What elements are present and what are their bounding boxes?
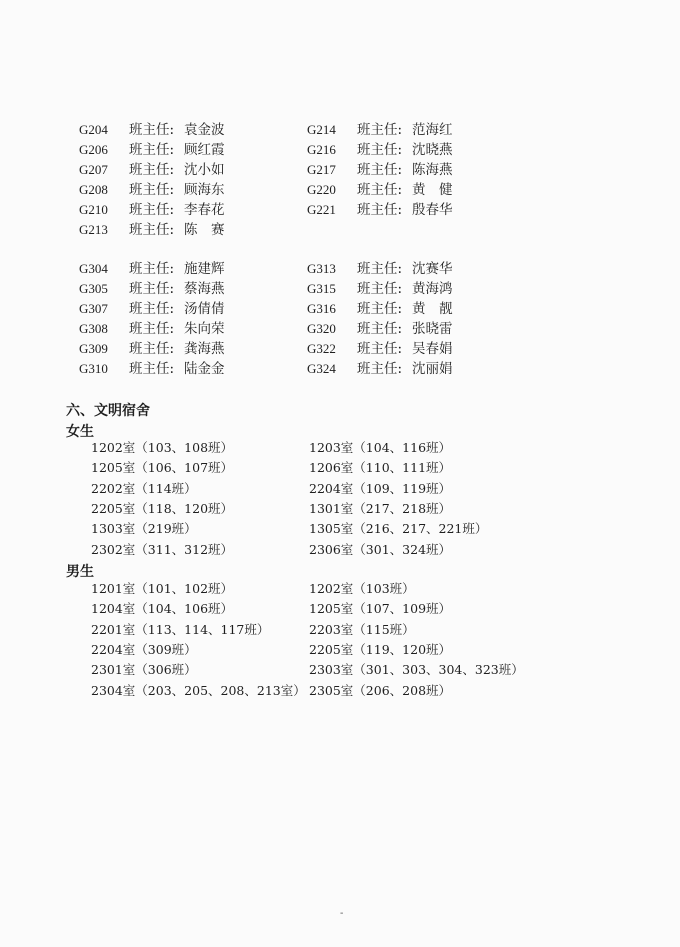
class-code: G313: [307, 261, 336, 276]
role-label: 班主任:: [357, 321, 403, 337]
teacher-name: 陆金金: [184, 361, 225, 377]
class-code: G206: [79, 142, 108, 157]
class-code: G320: [307, 321, 336, 336]
teacher-row: [307, 140, 453, 160]
teacher-row: [79, 200, 225, 220]
teacher-row: [307, 160, 453, 180]
class-code: G221: [307, 202, 336, 217]
role-label: 班主任:: [129, 202, 175, 218]
teacher-name: 黄海鸿: [412, 281, 453, 297]
teacher-name: 陈海燕: [412, 162, 453, 178]
class-code: G310: [79, 361, 108, 376]
footer-mark: -: [340, 908, 344, 919]
dorm-entry: 1205室（107、109班）: [309, 601, 452, 616]
teacher-name: 黄 靓: [412, 301, 453, 317]
dorm-entry: 2204室（309班）: [91, 642, 197, 657]
dorm-entry: 1203室（104、116班）: [309, 440, 452, 455]
role-label: 班主任:: [129, 341, 175, 357]
role-label: 班主任:: [357, 142, 403, 158]
teacher-row: [307, 180, 453, 200]
dorm-entry: 2202室（114班）: [91, 481, 197, 496]
section-title: 六、文明宿舍: [66, 403, 150, 419]
dorm-entry: 1204室（104、106班）: [91, 601, 234, 616]
class-code: G217: [307, 162, 336, 177]
class-code: G324: [307, 361, 336, 376]
teacher-row: [307, 200, 453, 220]
teacher-row: [79, 299, 225, 319]
class-code: G309: [79, 341, 108, 356]
role-label: 班主任:: [129, 361, 175, 377]
teacher-name: 沈丽娟: [412, 361, 453, 377]
dorm-entry: 2303室（301、303、304、323班）: [309, 662, 524, 677]
dorm-entry: 2301室（306班）: [91, 662, 197, 677]
teacher-name: 范海红: [412, 122, 453, 138]
role-label: 班主任:: [129, 182, 175, 198]
female-heading: 女生: [66, 424, 94, 440]
role-label: 班主任:: [357, 122, 403, 138]
dorm-entry: 1202室（103班）: [309, 581, 415, 596]
teacher-row: [79, 120, 225, 140]
teacher-row: [307, 279, 453, 299]
teacher-name: 施建辉: [184, 261, 225, 277]
class-code: G214: [307, 122, 336, 137]
teacher-row: [79, 160, 225, 180]
teacher-row: [79, 279, 225, 299]
dorm-entry: 2205室（119、120班）: [309, 642, 452, 657]
teacher-name: 袁金波: [184, 122, 225, 138]
teacher-row: [79, 180, 225, 200]
role-label: 班主任:: [129, 321, 175, 337]
class-code: G216: [307, 142, 336, 157]
dorm-entry: 2203室（115班）: [309, 622, 415, 637]
role-label: 班主任:: [129, 162, 175, 178]
class-code: G208: [79, 182, 108, 197]
class-code: G315: [307, 281, 336, 296]
dorm-entry: 2204室（109、119班）: [309, 481, 452, 496]
dorm-entry: 2302室（311、312班）: [91, 542, 234, 557]
dorm-entry: 1202室（103、108班）: [91, 440, 234, 455]
role-label: 班主任:: [129, 122, 175, 138]
role-label: 班主任:: [129, 281, 175, 297]
dorm-entry: 2305室（206、208班）: [309, 683, 452, 698]
role-label: 班主任:: [357, 261, 403, 277]
dorm-entry: 2205室（118、120班）: [91, 501, 234, 516]
role-label: 班主任:: [357, 341, 403, 357]
dorm-entry: 2201室（113、114、117班）: [91, 622, 270, 637]
teacher-name: 朱向荣: [184, 321, 225, 337]
teacher-name: 陈 赛: [184, 222, 225, 238]
teacher-row: [79, 359, 225, 379]
dorm-entry: 1201室（101、102班）: [91, 581, 234, 596]
dorm-entry: 2304室（203、205、208、213室）: [91, 683, 306, 698]
role-label: 班主任:: [357, 301, 403, 317]
teacher-row: [79, 319, 225, 339]
class-code: G322: [307, 341, 336, 356]
class-code: G207: [79, 162, 108, 177]
teacher-row: [79, 259, 225, 279]
teacher-name: 张晓雷: [412, 321, 453, 337]
class-code: G210: [79, 202, 108, 217]
teacher-name: 顾红霞: [184, 142, 225, 158]
role-label: 班主任:: [129, 142, 175, 158]
role-label: 班主任:: [129, 261, 175, 277]
class-code: G304: [79, 261, 108, 276]
class-code: G307: [79, 301, 108, 316]
dorm-entry: 1305室（216、217、221班）: [309, 521, 488, 536]
class-code: G308: [79, 321, 108, 336]
class-code: G316: [307, 301, 336, 316]
class-code: G204: [79, 122, 108, 137]
dorm-entry: 1301室（217、218班）: [309, 501, 452, 516]
teacher-name: 顾海东: [184, 182, 225, 198]
role-label: 班主任:: [357, 162, 403, 178]
teacher-row: [79, 339, 225, 359]
dorm-entry: 1303室（219班）: [91, 521, 197, 536]
teacher-name: 龚海燕: [184, 341, 225, 357]
teacher-name: 沈小如: [184, 162, 225, 178]
teacher-name: 李春花: [184, 202, 225, 218]
teacher-row: [79, 140, 225, 160]
role-label: 班主任:: [129, 301, 175, 317]
teacher-row: [307, 319, 453, 339]
teacher-name: 沈赛华: [412, 261, 453, 277]
class-code: G220: [307, 182, 336, 197]
class-code: G213: [79, 222, 108, 237]
teacher-name: 蔡海燕: [184, 281, 225, 297]
teacher-name: 殷春华: [412, 202, 453, 218]
teacher-row: [307, 359, 453, 379]
class-code: G305: [79, 281, 108, 296]
teacher-name: 吴春娟: [412, 341, 453, 357]
role-label: 班主任:: [357, 202, 403, 218]
dorm-entry: 2306室（301、324班）: [309, 542, 452, 557]
teacher-name: 汤倩倩: [184, 301, 225, 317]
teacher-name: 黄 健: [412, 182, 453, 198]
role-label: 班主任:: [357, 281, 403, 297]
teacher-name: 沈晓燕: [412, 142, 453, 158]
teacher-row: [307, 339, 453, 359]
role-label: 班主任:: [129, 222, 175, 238]
teacher-row: [307, 259, 453, 279]
role-label: 班主任:: [357, 182, 403, 198]
male-heading: 男生: [66, 564, 94, 580]
teacher-row: [79, 220, 225, 240]
dorm-entry: 1206室（110、111班）: [309, 460, 452, 475]
teacher-row: [307, 299, 453, 319]
teacher-row: [307, 120, 453, 140]
dorm-entry: 1205室（106、107班）: [91, 460, 234, 475]
role-label: 班主任:: [357, 361, 403, 377]
